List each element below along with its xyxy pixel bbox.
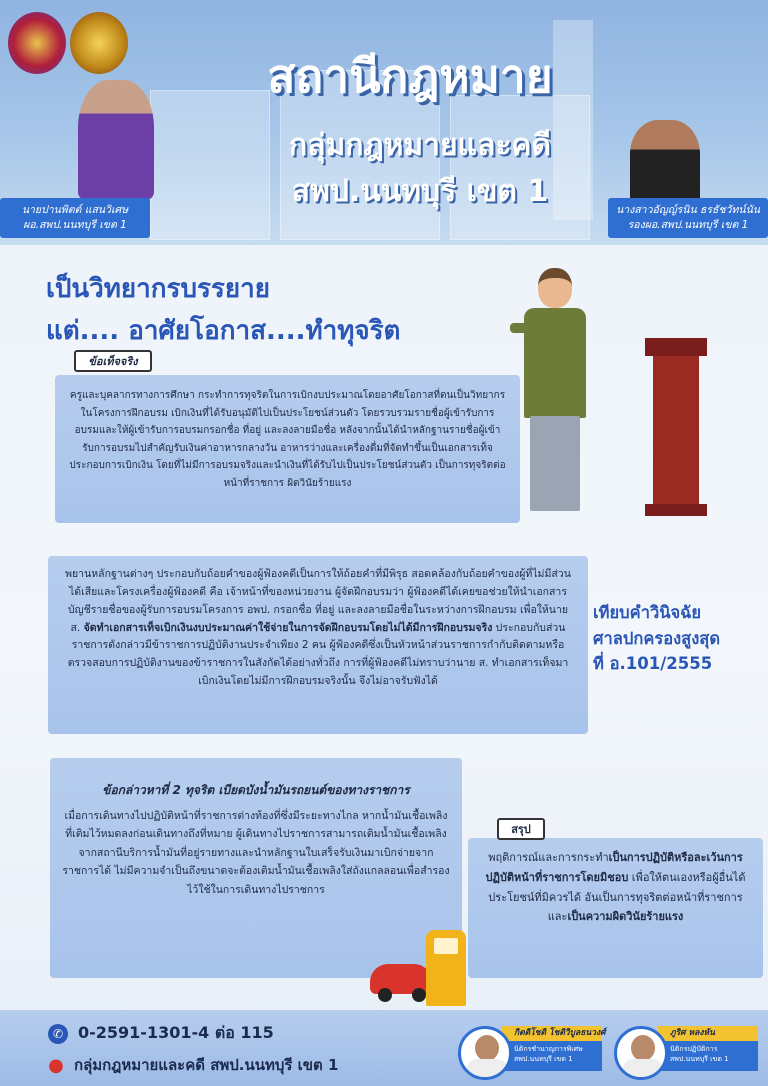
summary-emphasis-2: เป็นความผิดวินัยร้ายแรง: [567, 910, 684, 924]
verdict-line-2: ศาลปกครองสูงสุด: [593, 628, 721, 648]
staff-role: นิติกรชำนาญการพิเศษ: [514, 1045, 583, 1053]
speaker-illustration: [516, 268, 594, 518]
deputy-position: รองผอ.สพป.นนทบุรี เขต 1: [627, 219, 749, 232]
page-subtitle-office: สพป.นนทบุรี เขต 1: [291, 174, 549, 209]
podium-illustration: [645, 338, 707, 516]
office-emblem-logo: [70, 12, 128, 74]
footer-phone[interactable]: 0-2591-1301-4 ต่อ 115: [78, 1023, 274, 1042]
deputy-director-photo: [630, 120, 700, 205]
charge-2-text: เมื่อการเดินทางไปปฏิบัติหน้าที่ราชการต่างท้องที่ซึ่งมีระยะทางไกล หากน้ำมันเชื้อเพลิงที่เติมไว้หมดลงก่อนเดินทางถึงที่หมาย ผู้เดินทางไปราชการสามารถเติมน้ำมันเชื้อเพลิงจากสถานีบริการน้ำมันที่อยู่รายทางและนำหลักฐานใบเสร็จรับเงินมาเบิกจ่ายจากราชการได้ ไม่มีความจำเป็นถึงขนาดจะต้องเติมน้ำมันเชื้อเพลิงใส่ถังแกลลอนเพื่อสำรองไว้ใช้ในการเดินทางไปราชการ: [62, 810, 450, 896]
court-verdict-reference: [593, 600, 763, 677]
footer-address: กลุ่มกฎหมายและคดี สพป.นนทบุรี เขต 1: [74, 1056, 339, 1074]
car-wheel-icon: [412, 988, 426, 1002]
staff-org: สพป.นนทบุรี เขต 1: [670, 1055, 729, 1064]
summary-emphasis-1: เป็นการปฏิบัติหรือละเว้นการปฏิบัติหน้าที่ราชการโดยมิชอบ: [485, 851, 743, 884]
summary-box: [468, 838, 763, 978]
facts-text: ครูและบุคลากรทางการศึกษา กระทำการทุจริตในการเบิกงบประมาณโดยอาศัยโอกาสที่ตนเป็นวิทยากรในโครงการฝึกอบรม เบิกเงินที่ได้รับอนุมัติไปเป็นประโยชน์ส่วนตัว โดยรวบรวมรายชื่อผู้เข้ารับการอบรมและให้ผู้เข้ารับการอบรมกรอกชื่อ ที่อยู่ และลงลายมือชื่อ หลังจากนั้นได้นำหลักฐานรายชื่อผู้เข้ารับการอบรมไปสำคัญรับเงินค่าอาหารกลางวัน อาหารว่างและเครื่องดื่มที่จัดทำขึ้นเป็นเอกสารเท็จประกอบการเบิกเงิน โดยที่ไม่มีการอบรมจริงและนำเงินที่ได้รับไปเป็นประโยชน์ส่วนตัว เป็นการทุจริตต่อหน้าที่ราชการ ผิดวินัยร้ายแรง: [69, 390, 506, 489]
staff-org: สพป.นนทบุรี เขต 1: [514, 1055, 573, 1064]
director-name: นายปานพิตต์ แสนวิเศษ: [21, 204, 129, 216]
summary-text-2: เพื่อให้ตนเองหรือผู้อื่นได้ประโยชน์ที่มิควรได้ อันเป็นการทุจริตต่อหน้าที่ราชการ และ: [488, 870, 746, 924]
staff-avatar: [614, 1026, 668, 1080]
staff-avatar: [458, 1026, 512, 1080]
staff-card: [614, 1022, 754, 1080]
headline-line-2: แต่.... อาศัยโอกาส....ทำทุจริต: [46, 316, 401, 346]
evidence-text-b: ประกอบกับส่วนราชการดังกล่าวมีข้าราชการปฏิบัติงานประจำเพียง 2 คน ผู้ฟ้องคดีซึ่งเป็นหัวหน้าส่วนราชการกำกับติดตามหรือตรวจสอบการปฏิบัติงานของข้าราชการในสังกัดได้อย่างทั่วถึง การที่ผู้ฟ้องคดีไม่ทราบว่านาย ส. ทำเอกสารเท็จมาเบิกเงินโดยไม่มีการฝึกอบรมจริงนั้น จึงไม่อาจรับฟังได้: [67, 621, 569, 688]
director-name-badge: [0, 198, 150, 238]
deputy-name: นางสาวอัญญ์รนิน ธรธัชวัทน์นัน: [616, 204, 760, 216]
location-pin-icon: ●: [48, 1054, 64, 1076]
obec-logo: [8, 12, 66, 74]
verdict-line-3: ที่ อ.101/2555: [593, 654, 713, 674]
staff-info: [658, 1041, 758, 1071]
summary-tag: สรุป: [497, 818, 545, 840]
charge-2-heading: ข้อกล่าวหาที่ 2 ทุจริต เบียดบังน้ำมันรถยนต์ของทางราชการ: [102, 783, 410, 797]
headline-line-1: เป็นวิทยากรบรรยาย: [46, 274, 270, 304]
evidence-box: [48, 556, 588, 734]
verdict-line-1: เทียบคำวินิจฉัย: [593, 603, 702, 622]
staff-name: กิตติโชติ โชติวิบูลธนวงศ์: [502, 1026, 602, 1041]
evidence-text-emphasis: จัดทำเอกสารเท็จเบิกเงินงบประมาณค่าใช้จ่ายในการจัดฝึกอบรมโดยไม่ได้มีการฝึกอบรมจริง: [83, 621, 493, 634]
staff-card: [458, 1022, 606, 1080]
car-wheel-icon: [378, 988, 392, 1002]
deputy-name-badge: [608, 198, 768, 238]
fuel-pump-illustration: [426, 930, 466, 1006]
page-subtitle-division: กลุ่มกฎหมายและคดี: [289, 128, 551, 163]
staff-info: [502, 1041, 602, 1071]
staff-name: ภูริศ หลงหัน: [658, 1026, 758, 1041]
summary-text: [478, 848, 753, 927]
charge-2-box: [50, 758, 462, 978]
footer-address-row: [48, 1053, 338, 1077]
director-position: ผอ.สพป.นนทบุรี เขต 1: [23, 219, 127, 232]
page-title: สถานีกฎหมาย: [267, 49, 553, 103]
director-photo: [78, 80, 154, 200]
staff-role: นิติกรปฏิบัติการ: [670, 1045, 718, 1053]
evidence-text-a: พยานหลักฐานต่างๆ ประกอบกับถ้อยคำของผู้ฟ้องคดีเป็นการให้ถ้อยคำที่มีพิรุธ สอดคล้องกับถ้อยคำของผู้ที่ไม่มีส่วนได้เสียและโครงเครื่องผู้ฟ้องคดี คือ เจ้าหน้าที่ของหน่วยงาน ผู้จัดฝึกอบรมว่า ผู้ฟ้องคดีได้เคยขอช่วยให้นำเอกสารบัญชีรายชื่อของผู้รับการอบรมโครงการ อพป. กรอกชื่อ ที่อยู่ และลงลายมือชื่อในระหว่างการฝึกอบรม เพื่อให้นาย ส.: [65, 568, 571, 634]
evidence-text: [62, 566, 574, 691]
facts-tag: ข้อเท็จจริง: [74, 350, 152, 372]
summary-text-1: พฤติการณ์และการกระทำ: [488, 851, 609, 864]
facts-box: [55, 375, 520, 523]
footer-phone-row: [48, 1021, 274, 1046]
phone-icon: ✆: [48, 1024, 68, 1044]
